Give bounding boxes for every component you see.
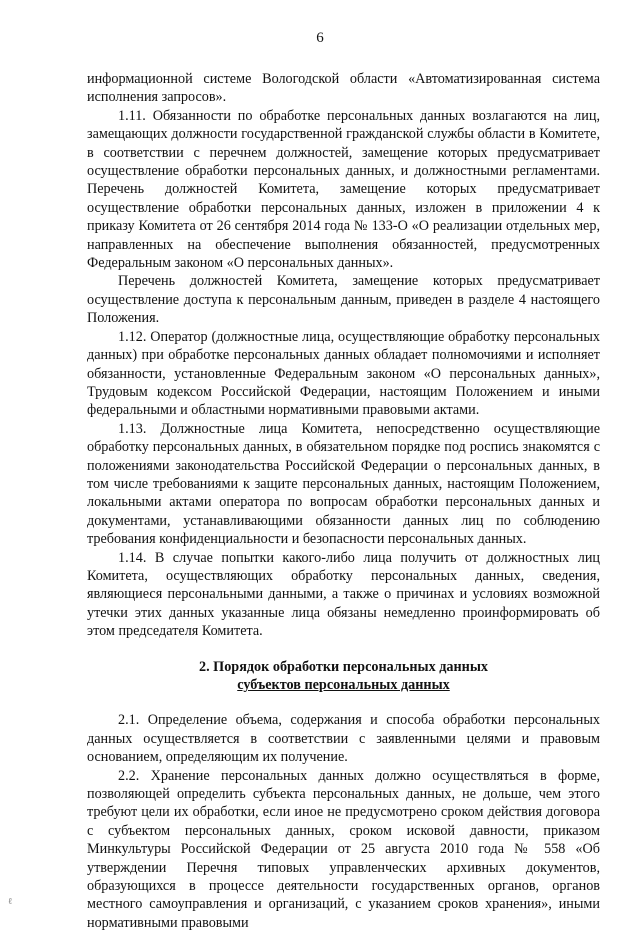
paragraph-continuation: информационной системе Вологодской области «Автоматизированная система исполнения запросов».	[87, 71, 600, 106]
section-heading	[87, 658, 600, 695]
section-heading-line-1: 2. Порядок обработки персональных данных	[198, 658, 488, 675]
paragraph-2-2: 2.2. Хранение персональных данных должно осуществляться в форме, позволяющей определить субъекта персональных данных, не дольше, чем этого требуют цели их обработки, если иное не предусмотрено сроком действия договора с субъектом персональных данных, сроком исковой давности, приказом Минкультуры Российской Федерации от 25 августа 2010 года № 558 «Об утверждении Перечня типовых управленческих архивных документов, образующихся в процессе деятельности государственных органов, органов местного самоуправления и организаций, с указанием сроков хранения», иными нормативными правовыми	[87, 767, 600, 931]
document-body	[87, 70, 600, 932]
page-number: 6	[316, 30, 324, 46]
paragraph-1-12: 1.12. Оператор (должностные лица, осуществляющие обработку персональных данных) при обработке персональных данных обладает полномочиями и исполняет обязанности, установленные Федеральным законом «О персональных данных», Трудовым кодексом Российской Федерации, настоящим Положением и иными федеральными и областными нормативными правовыми актами.	[87, 328, 600, 419]
section-heading-line-2: субъектов персональных данных	[237, 677, 450, 693]
margin-mark: ℓ	[8, 896, 13, 906]
paragraph-2-1: 2.1. Определение объема, содержания и способа обработки персональных данных осуществляется в соответствии с заявленными целями и правовым основанием, определяющим их получение.	[87, 712, 600, 766]
paragraph-1-13: 1.13. Должностные лица Комитета, непосредственно осуществляющие обработку персональных данных, в обязательном порядке под роспись знакомятся с положениями законодательства Российской Федерации о персональных данных, в том числе требованиями к защите персональных данных, настоящим Положением, локальными актами оператора по вопросам обработки персональных данных и документами, устанавливающими обязанности данных лиц по соблюдению требования конфиденциальности и безопасности персональных данных.	[87, 420, 600, 548]
paragraph-1-11: 1.11. Обязанности по обработке персональных данных возлагаются на лиц, замещающих должности государственной гражданской службы области в Комитете, в соответствии с перечнем должностей, замещение которых предусматривает осуществление обработки персональных данных, и должностными регламентами. Перечень должностей Комитета, замещение которых предусматривает осуществление обработки персональных данных, изложен в приложении 4 к приказу Комитета от 26 сентября 2014 года № 133-О «О реализации отдельных мер, направленных на обеспечение выполнения обязанностей, предусмотренных Федеральным законом «О персональных данных».	[87, 107, 600, 272]
paragraph-access-list: Перечень должностей Комитета, замещение которых предусматривает осуществление доступа к персональным данным, приведен в разделе 4 настоящего Положения.	[87, 273, 600, 327]
paragraph-1-14: 1.14. В случае попытки какого-либо лица получить от должностных лиц Комитета, осуществляющих обработку персональных данных, сведения, являющиеся персональными данными, а также о причинах и условиях возможной утечки этих данных указанные лица обязаны немедленно проинформировать об этом председателя Комитета.	[87, 549, 600, 640]
